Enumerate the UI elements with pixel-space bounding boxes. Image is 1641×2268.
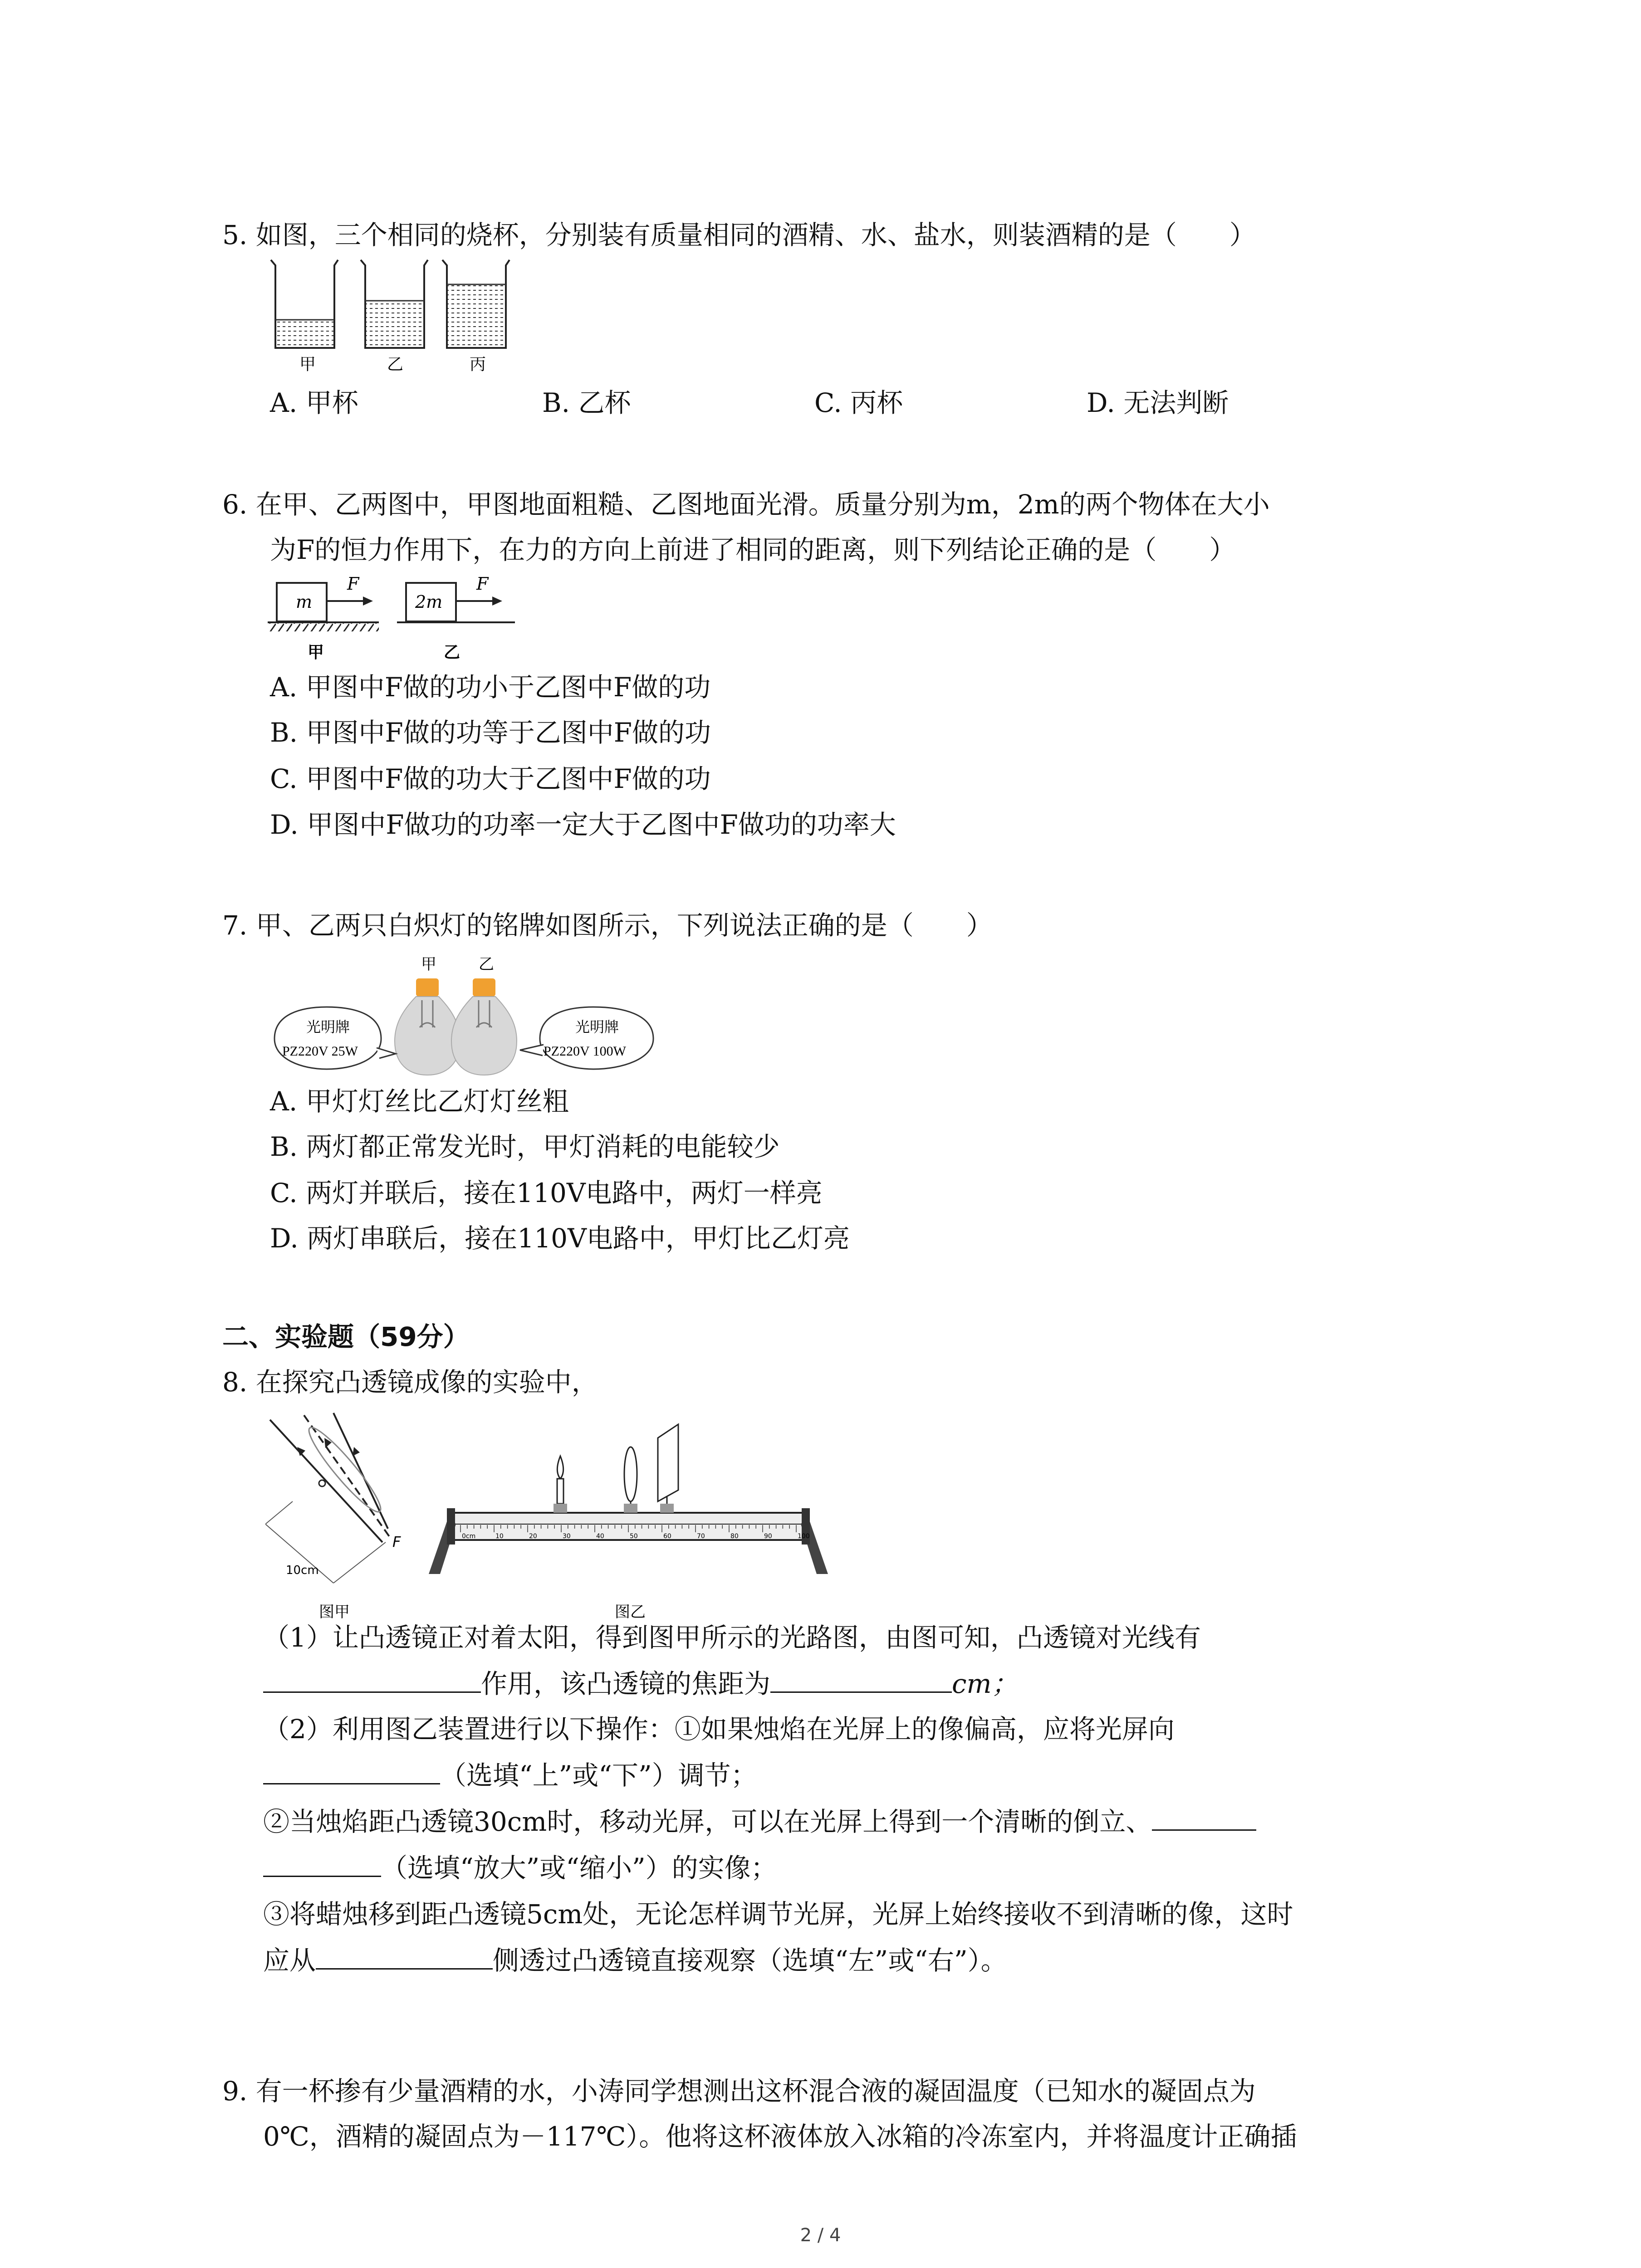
brand-label-yi: 光明牌 bbox=[575, 1018, 619, 1036]
question-9-line-2: 0℃，酒精的凝固点为－117℃）。他将这杯液体放入冰箱的冷冻室内，并将温度计正确插 bbox=[263, 2121, 1297, 2152]
q8-part1-line1: （1）让凸透镜正对着太阳，得到图甲所示的光路图，由图可知，凸透镜对光线有 bbox=[263, 1622, 1201, 1653]
q8-part1-mid: 作用，该凸透镜的焦距为 bbox=[481, 1668, 771, 1699]
bulb-label-jia: 甲 bbox=[421, 955, 436, 973]
blank-lens-effect[interactable] bbox=[263, 1664, 481, 1693]
bulb-label-yi: 乙 bbox=[479, 955, 494, 973]
beaker-yi bbox=[361, 260, 428, 348]
lens bbox=[624, 1447, 637, 1513]
ruler-tick-label: 60 bbox=[663, 1533, 671, 1540]
blank-observe-side[interactable] bbox=[316, 1941, 493, 1970]
question-7-text: 7. 甲、乙两只白炽灯的铭牌如图所示，下列说法正确的是（ ） bbox=[222, 910, 993, 941]
caption-figure-yi: 图乙 bbox=[615, 1603, 646, 1621]
beaker-label-jia: 甲 bbox=[299, 355, 316, 374]
nameplate-jia bbox=[274, 1007, 396, 1069]
beaker-jia bbox=[271, 260, 338, 348]
convex-lens-figure bbox=[265, 1411, 837, 1628]
q8-part3-line2 bbox=[263, 1845, 777, 1891]
ruler-tick-label: 70 bbox=[697, 1533, 705, 1540]
mass-m-label: m bbox=[296, 592, 313, 612]
q8-part2-hint: （选填“上”或“下”）调节； bbox=[440, 1760, 757, 1791]
q5-option-a: A. 甲杯 bbox=[270, 387, 358, 418]
q8-part2-line1: （2）利用图乙装置进行以下操作：①如果烛焰在光屏上的像偏高，应将光屏向 bbox=[263, 1714, 1175, 1745]
block-yi bbox=[397, 574, 515, 622]
q8-part1-line2 bbox=[263, 1661, 1018, 1706]
q8-part4-post: 侧透过凸透镜直接观察（选填“左”或“右”）。 bbox=[493, 1945, 1007, 1976]
plate-text-jia: PZ220V 25W bbox=[282, 1044, 358, 1059]
blank-image-size-b[interactable] bbox=[263, 1848, 381, 1877]
focus-label: F bbox=[392, 1533, 401, 1550]
q6-option-d: D. 甲图中F做功的功率一定大于乙图中F做功的功率大 bbox=[270, 809, 896, 840]
question-6-line-2: 为F的恒力作用下，在力的方向上前进了相同的距离，则下列结论正确的是（ ） bbox=[270, 534, 1236, 565]
beaker-bing bbox=[442, 260, 509, 348]
q5-option-c: C. 丙杯 bbox=[814, 387, 903, 418]
bulb-jia bbox=[395, 978, 460, 1075]
q8-part3-line1 bbox=[263, 1799, 1256, 1844]
q8-part4-line1: ③将蜡烛移到距凸透镜5cm处，无论怎样调节光屏，光屏上始终接收不到清晰的像，这时 bbox=[263, 1899, 1293, 1930]
q8-part3-text: ②当烛焰距凸透镜30cm时，移动光屏，可以在光屏上得到一个清晰的倒立、 bbox=[263, 1806, 1152, 1837]
block-label-jia: 甲 bbox=[308, 643, 324, 662]
ruler-tick-label: 90 bbox=[764, 1533, 772, 1540]
question-6-line-1: 6. 在甲、乙两图中，甲图地面粗糙、乙图地面光滑。质量分别为m，2m的两个物体在大小 bbox=[222, 489, 1270, 520]
ruler-tick-label: 40 bbox=[596, 1533, 604, 1540]
beaker-label-bing: 丙 bbox=[470, 355, 486, 374]
candle bbox=[554, 1456, 567, 1513]
ruler-tick-label: 10 bbox=[495, 1533, 504, 1540]
block-label-yi: 乙 bbox=[444, 643, 460, 662]
plate-text-yi: PZ220V 100W bbox=[544, 1044, 626, 1059]
caption-figure-jia: 图甲 bbox=[319, 1603, 350, 1621]
q6-option-c: C. 甲图中F做的功大于乙图中F做的功 bbox=[270, 763, 711, 794]
blank-image-size-a[interactable] bbox=[1152, 1802, 1256, 1831]
q8-part3-hint: （选填“放大”或“缩小”）的实像； bbox=[381, 1853, 777, 1883]
q8-part1-unit: cm； bbox=[952, 1668, 1018, 1699]
figure-jia-light-path bbox=[265, 1413, 401, 1621]
q5-option-b: B. 乙杯 bbox=[542, 387, 631, 418]
bulb-yi bbox=[451, 978, 517, 1075]
ruler-tick-label: 20 bbox=[529, 1533, 537, 1540]
section-title: 二、实验题（59分） bbox=[222, 1321, 470, 1352]
beaker-label-yi: 乙 bbox=[387, 355, 404, 374]
force-f-label-b: F bbox=[476, 574, 489, 594]
mass-2m-label: 2m bbox=[415, 592, 443, 612]
q8-part4-pre: 应从 bbox=[263, 1945, 316, 1976]
ruler-tick-label: 50 bbox=[630, 1533, 638, 1540]
block-jia bbox=[268, 574, 379, 631]
force-blocks-figure bbox=[268, 569, 522, 667]
ruler-tick-label: 0cm bbox=[462, 1533, 476, 1540]
question-9-line-1: 9. 有一杯掺有少量酒精的水，小涛同学想测出这杯混合液的凝固温度（已知水的凝固点为 bbox=[222, 2076, 1256, 2107]
q7-option-c: C. 两灯并联后，接在110V电路中，两灯一样亮 bbox=[270, 1178, 823, 1208]
beakers-figure bbox=[265, 256, 533, 379]
q8-part2-line2 bbox=[263, 1753, 757, 1798]
figure-yi-optical-bench bbox=[429, 1424, 828, 1621]
question-5-text: 5. 如图，三个相同的烧杯，分别装有质量相同的酒精、水、盐水，则装酒精的是（ ） bbox=[222, 220, 1256, 250]
q7-option-b: B. 两灯都正常发光时，甲灯消耗的电能较少 bbox=[270, 1131, 780, 1162]
ruler-tick-label: 100 bbox=[798, 1533, 810, 1540]
force-f-label-a: F bbox=[347, 574, 359, 594]
q7-option-a: A. 甲灯灯丝比乙灯灯丝粗 bbox=[270, 1086, 569, 1117]
light-screen bbox=[658, 1424, 678, 1513]
brand-label-jia: 光明牌 bbox=[306, 1018, 350, 1036]
ruler-tick-label: 80 bbox=[730, 1533, 739, 1540]
q6-option-b: B. 甲图中F做的功等于乙图中F做的功 bbox=[270, 717, 711, 748]
nameplate-yi bbox=[520, 1007, 653, 1069]
q7-option-d: D. 两灯串联后，接在110V电路中，甲灯比乙灯亮 bbox=[270, 1223, 850, 1254]
q6-option-a: A. 甲图中F做的功小于乙图中F做的功 bbox=[270, 672, 711, 703]
blank-focal-length[interactable] bbox=[770, 1664, 952, 1693]
focal-distance-label: 10cm bbox=[286, 1564, 319, 1577]
q8-part4-line2 bbox=[263, 1938, 1007, 1983]
ruler-tick-label: 30 bbox=[563, 1533, 571, 1540]
light-bulbs-figure bbox=[268, 950, 662, 1082]
question-8-text: 8. 在探究凸透镜成像的实验中， bbox=[222, 1367, 598, 1398]
blank-screen-direction[interactable] bbox=[263, 1756, 440, 1784]
q5-option-d: D. 无法判断 bbox=[1087, 387, 1229, 418]
page-number: 2 / 4 bbox=[800, 2225, 841, 2246]
